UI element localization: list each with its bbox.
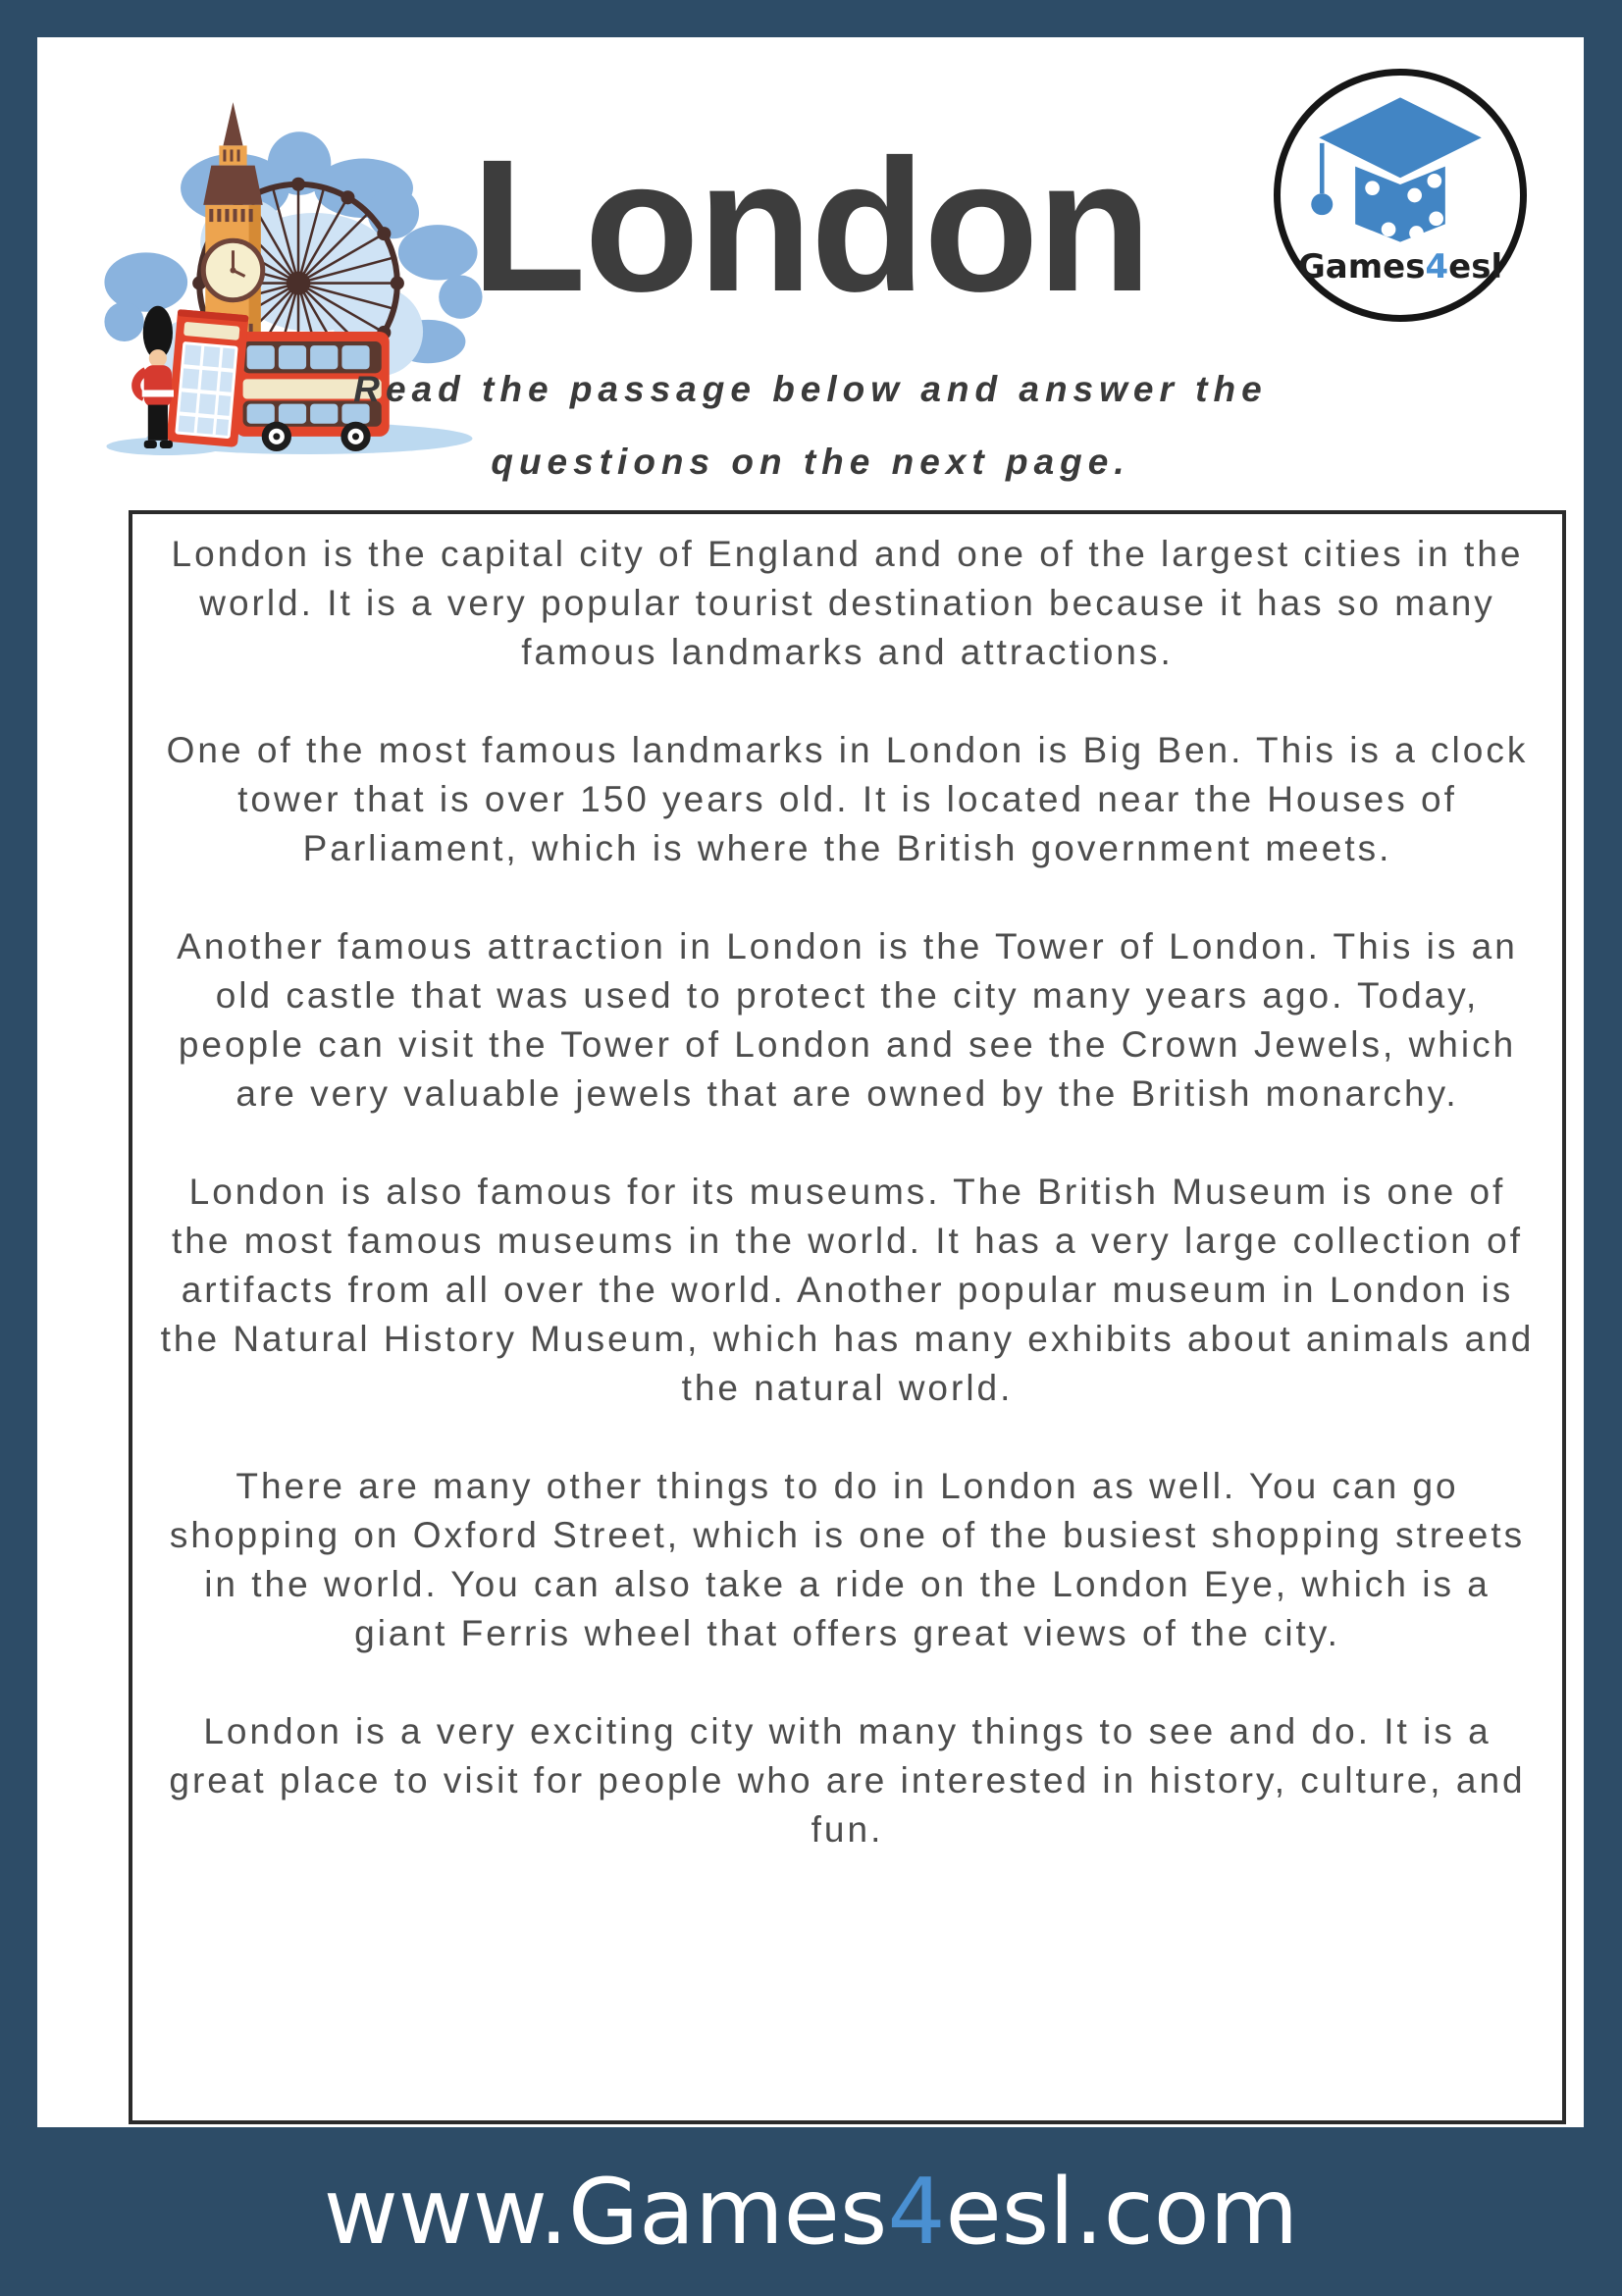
passage-paragraph: There are many other things to do in London as well. You can go shopping on Oxford Street, which is one of the busiest shopping streets in the world. You can also take a ride on the London Eye, which is a giant Ferris wheel that offers great views of the city. (169, 1466, 1526, 1653)
footer-url-suffix: esl.com (945, 2159, 1299, 2265)
reading-passage-box (129, 510, 1566, 2124)
graduation-cap-dice-icon (1287, 87, 1513, 249)
passage-paragraph: Another famous attraction in London is the Tower of London. This is an old castle that was used to protect the city many years ago. Today, people can visit the Tower of London and see the Crown Jewels, which are very valuable jewels that are owned by the British monarchy. (177, 926, 1518, 1114)
footer-banner (0, 2127, 1622, 2296)
page-content (37, 37, 1584, 2259)
instructions-line-1: Read the passage below and answer the (353, 369, 1268, 409)
logo-text-four: 4 (1425, 247, 1449, 287)
passage-paragraph: London is the capital city of England and one of the largest cities in the world. It is a very popular tourist destination because it has so many famous landmarks and attractions. (171, 534, 1524, 672)
passage-paragraph: London is also famous for its museums. The British Museum is one of the most famous museums in the world. It has a very large collection of artifacts from all over the world. Another popular museum in London is the Natural History Museum, which has many exhibits about animals and the natural world. (160, 1172, 1535, 1408)
passage-paragraph: One of the most famous landmarks in London is Big Ben. This is a clock tower that is over 150 years old. It is located near the Houses of Parliament, which is where the British government meets. (166, 730, 1529, 868)
logo-text-suffix: esl (1448, 247, 1503, 287)
footer-url-prefix: www.Games (323, 2159, 888, 2265)
page-title: London (471, 120, 1150, 331)
games4esl-logo (1274, 69, 1527, 322)
footer-url (324, 2159, 1298, 2265)
logo-wordmark (1298, 247, 1502, 287)
passage-paragraph: London is a very exciting city with many things to see and do. It is a great place to visit for people who are interested in history, culture, and fun. (169, 1711, 1526, 1850)
footer-url-four: 4 (887, 2159, 946, 2265)
logo-text-prefix: Games (1297, 247, 1426, 287)
instructions-line-2: questions on the next page. (491, 442, 1130, 482)
instructions (37, 353, 1584, 498)
